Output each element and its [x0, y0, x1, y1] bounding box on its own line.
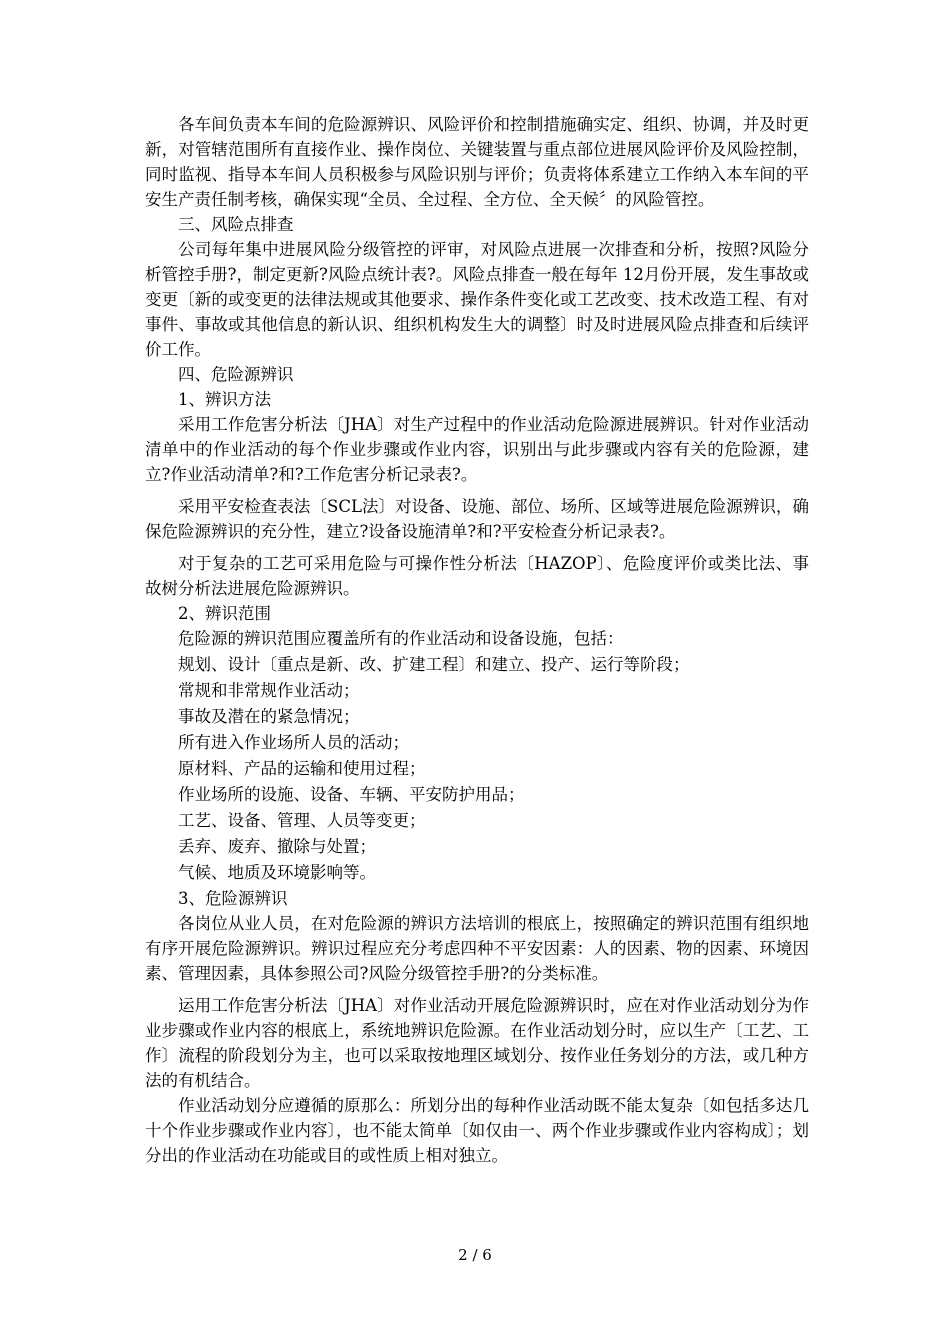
list-item: 作业场所的设施、设备、车辆、平安防护用品；: [178, 785, 525, 804]
list-item: 所有进入作业场所人员的活动；: [178, 733, 409, 752]
section-heading-hazard-identification: 四、危险源辨识: [178, 365, 294, 384]
paragraph-scope-intro: 危险源的辨识范围应覆盖所有的作业活动和设备设施，包括：: [178, 629, 624, 648]
subheading-identification-methods: 1、辨识方法: [178, 390, 271, 409]
list-item: 规划、设计〔重点是新、改、扩建工程〕和建立、投产、运行等阶段；: [178, 655, 690, 674]
subheading-hazard-identification: 3、危险源辨识: [178, 889, 288, 908]
paragraph-jha-method: 采用工作危害分析法〔JHA〕对生产过程中的作业活动危险源进展辨识。针对作业活动清单中的作业活动的每个作业步骤或作业内容，识别出与此步骤或内容有关的危险源，建立?作业活动清单?和?工作危害分析记录表?。: [145, 415, 809, 484]
list-item: 原材料、产品的运输和使用过程；: [178, 759, 426, 778]
page-number: 2 / 6: [458, 1246, 492, 1264]
list-item: 丢弃、废弃、撤除与处置；: [178, 837, 376, 856]
subheading-identification-scope: 2、辨识范围: [178, 604, 271, 623]
paragraph-jha-application: 运用工作危害分析法〔JHA〕对作业活动开展危险源辨识时，应在对作业活动划分为作业步骤或作业内容的根底上，系统地辨识危险源。在作业活动划分时，应以生产〔工艺、工作〕流程的阶段划分为主，也可以采取按地理区域划分、按作业任务划分的方法，或几种方法的有机结合。: [145, 996, 809, 1090]
list-item: 常规和非常规作业活动；: [178, 681, 360, 700]
paragraph-activity-division-principle: 作业活动划分应遵循的原那么：所划分出的每种作业活动既不能太复杂〔如包括多达几十个作业步骤或作业内容〕，也不能太简单〔如仅由一、两个作业步骤或作业内容构成〕；划分出的作业活动在功能或目的或性质上相对独立。: [145, 1096, 809, 1165]
list-item: 事故及潜在的紧急情况；: [178, 707, 360, 726]
paragraph-workshop-duties: 各车间负责本车间的危险源辨识、风险评价和控制措施确实定、组织、协调，并及时更新，对管辖范围所有直接作业、操作岗位、关键装置与重点部位进展风险评价及风险控制，同时监视、指导本车间人员积极参与风险识别与评价；负责将体系建立工作纳入本车间的平安生产责任制考核，确保实现“全员、全过程、全方位、全天候〞的风险管控。: [145, 115, 809, 209]
list-item: 气候、地质及环境影响等。: [178, 863, 376, 882]
scope-list: [145, 652, 809, 886]
paragraph-scl-method: 采用平安检查表法〔SCL法〕对设备、设施、部位、场所、区域等进展危险源辨识，确保危险源辨识的充分性，建立?设备设施清单?和?平安检查分析记录表?。: [145, 497, 809, 541]
document-body: [145, 112, 809, 1168]
paragraph-risk-point-check: 公司每年集中进展风险分级管控的评审，对风险点进展一次排查和分析，按照?风险分析管控手册?，制定更新?风险点统计表?。风险点排查一般在每年 12月份开展，发生事故或变更〔新的或变更的法律法规或其他要求、操作条件变化或工艺改变、技术改造工程、有对事件、事故或其他信息的新认识、组织机构发生大的调整〕时及时进展风险点排查和后续评价工作。: [145, 240, 809, 359]
list-item: 工艺、设备、管理、人员等变更；: [178, 811, 426, 830]
section-heading-risk-point-check: 三、风险点排查: [178, 215, 294, 234]
paragraph-staff-identification: 各岗位从业人员，在对危险源的辨识方法培训的根底上，按照确定的辨识范围有组织地有序开展危险源辨识。辨识过程应充分考虑四种不平安因素：人的因素、物的因素、环境因素、管理因素，具体参照公司?风险分级管控手册?的分类标准。: [145, 914, 809, 983]
paragraph-hazop-method: 对于复杂的工艺可采用危险与可操作性分析法〔HAZOP〕、危险度评价或类比法、事故树分析法进展危险源辨识。: [145, 554, 809, 598]
